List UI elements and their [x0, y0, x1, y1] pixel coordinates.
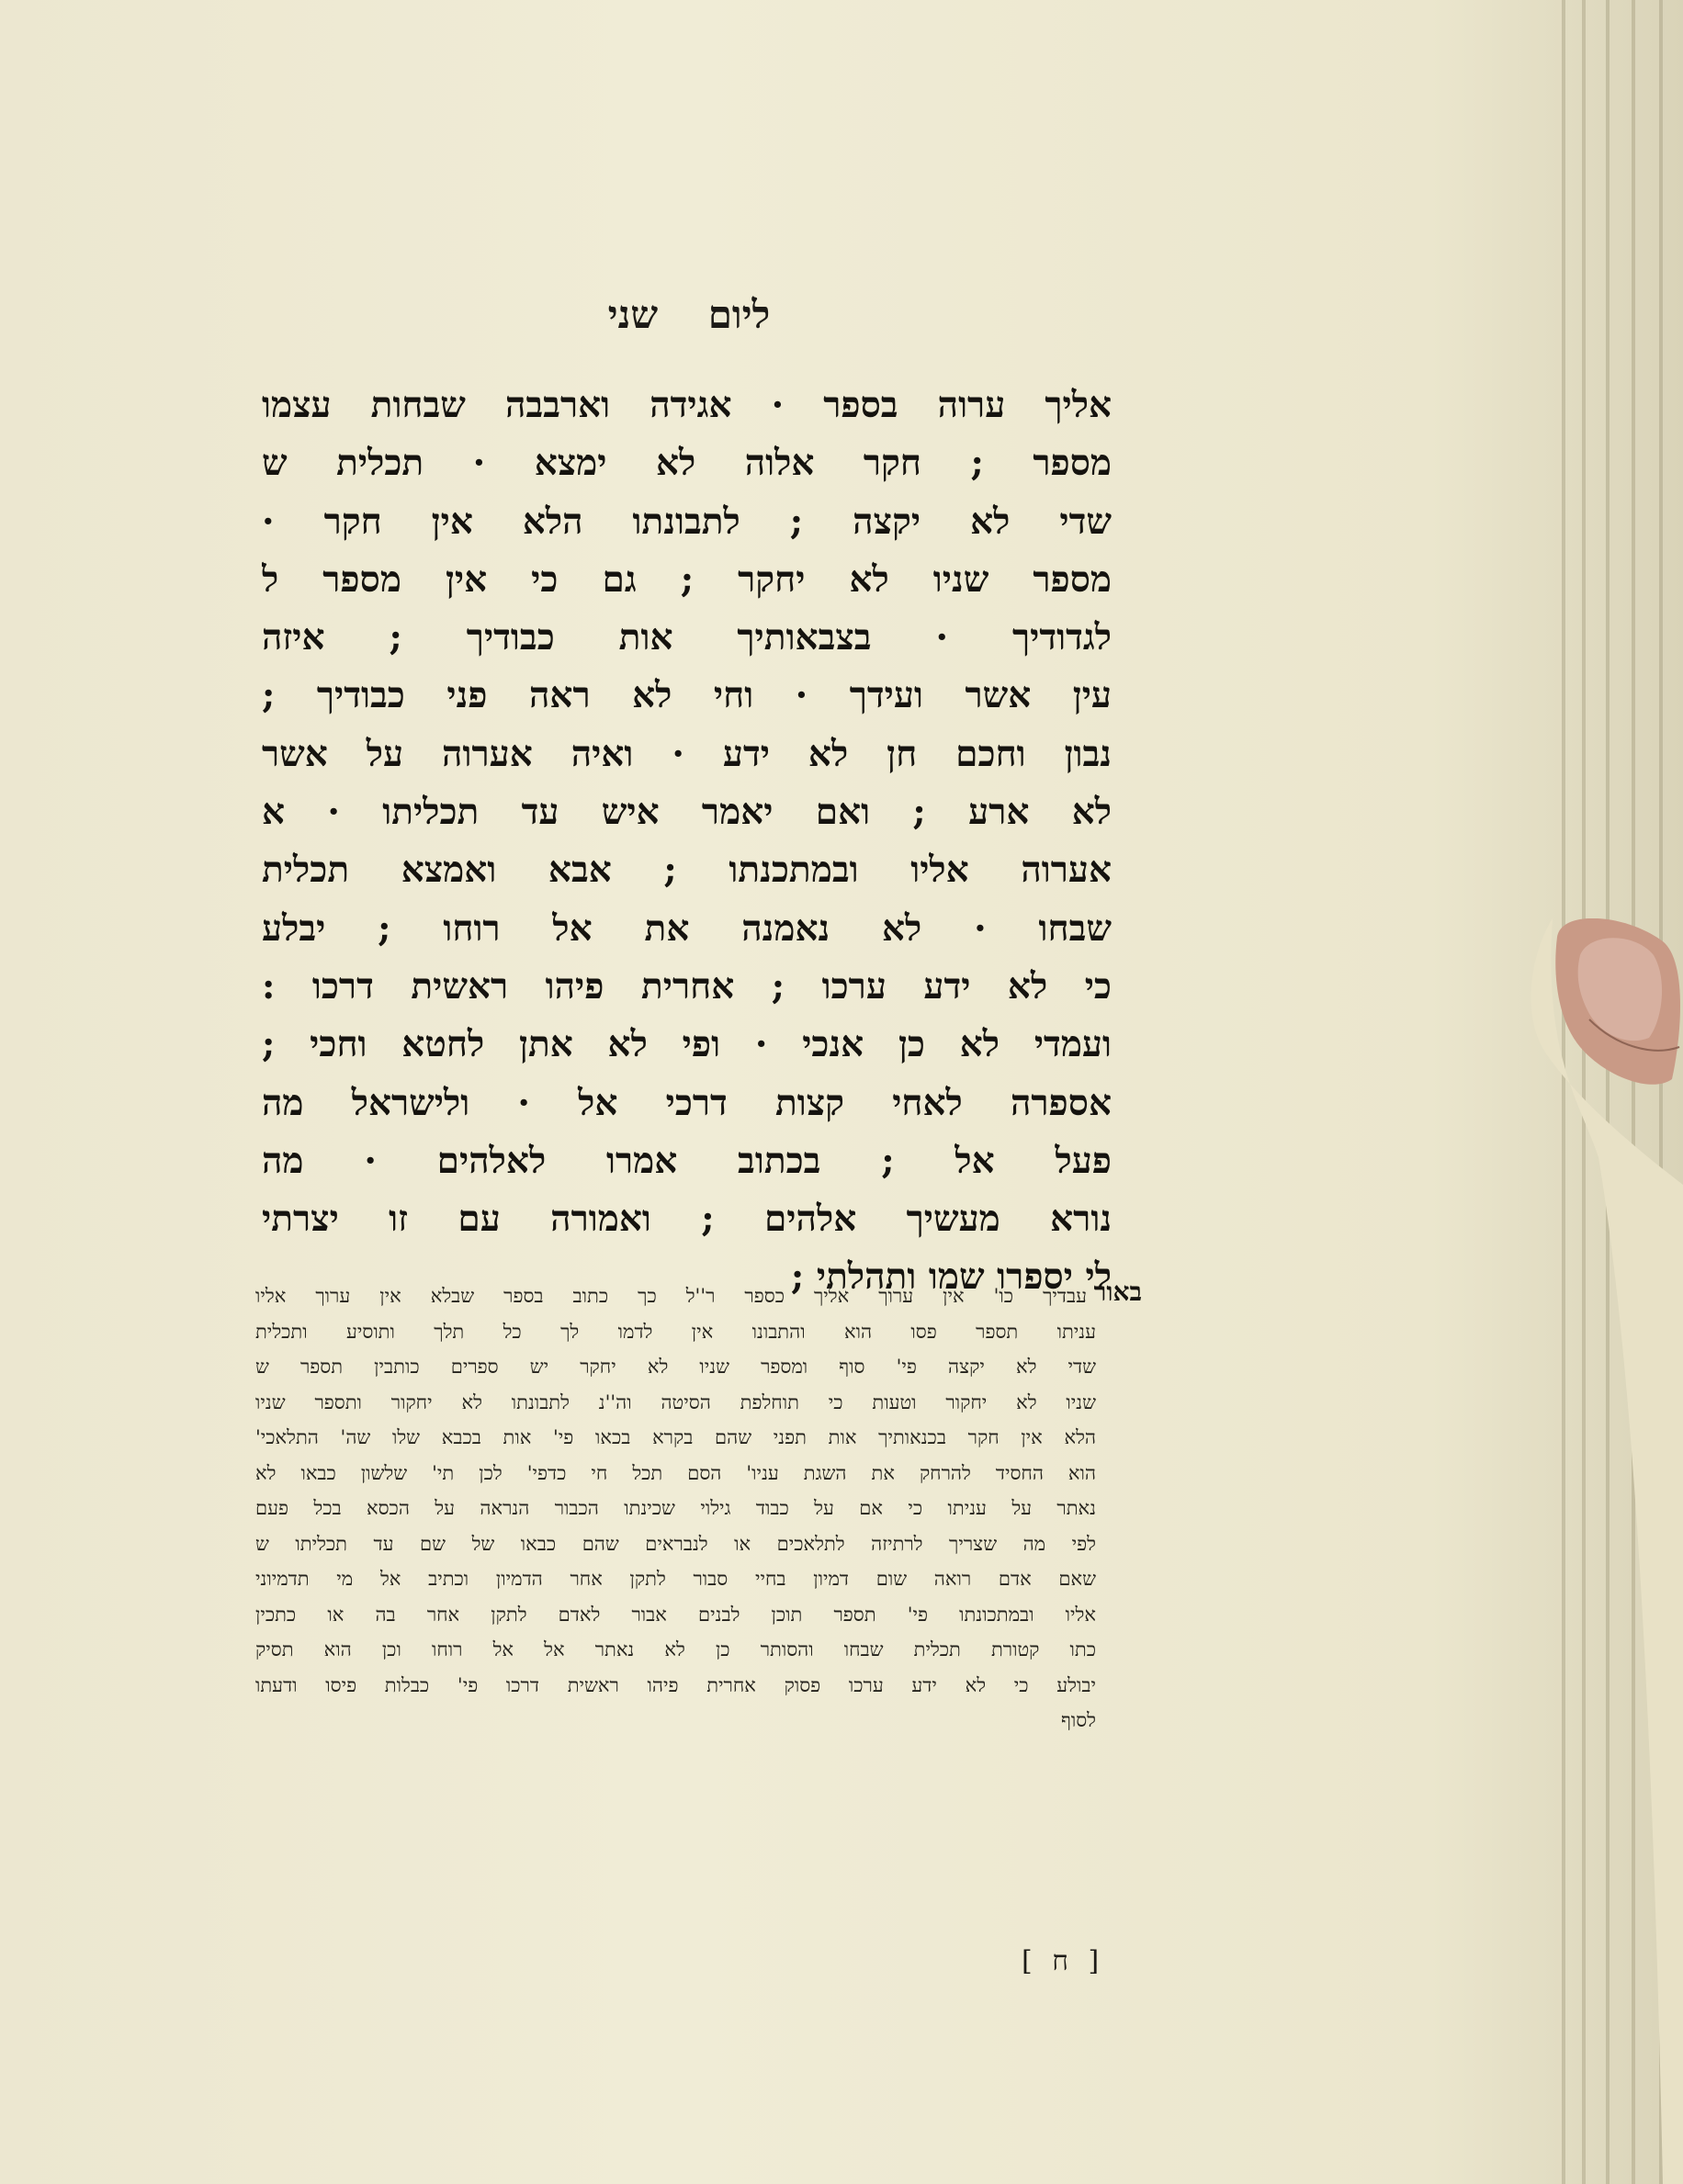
commentary-line: אליו ובמתכונתו פי' תספר תוכן לבנים אבור לאדם לתקן אחר בה או כתכין — [255, 1603, 1096, 1626]
poem-line: נבון וחכם חן לא ידע · ואיה אערוה על אשר — [262, 732, 1112, 775]
poem-line: לגדודיך · בצבאותיך אות כבודיך ; איזה — [262, 616, 1112, 659]
commentary-label: באור — [1093, 1277, 1142, 1307]
commentary-line: לסוף — [1060, 1709, 1096, 1731]
commentary-line: נאתר על עניתו כי אם על כבוד גילוי שכינתו הכבור הנראה על הכסא בכל פעם — [255, 1497, 1096, 1519]
commentary-line: הוא החסיד להרחק את השגת עניו' הסם תכל חי כדפי' לכן תי' שלשון כבאו לא — [255, 1461, 1096, 1484]
commentary-line: עבדיך כו' אין ערוך אליך כספר ר''ל כך כתוב בספר שבלא אין ערוך אליו — [255, 1285, 1087, 1307]
commentary-line: שניו לא יחקור וטעות כי תוחלפת הסיטה וה''נ לתבונתו לא יחקור ותספר שניו — [255, 1390, 1096, 1413]
poem-line: אספרה לאחי קצות דרכי אל · ולישראל מה — [262, 1081, 1112, 1124]
poem-line: לא ארע ; ואם יאמר איש עד תכליתו · א — [262, 791, 1112, 834]
poem-line: שדי לא יקצה ; לתבונתו הלא אין חקר · — [262, 500, 1112, 543]
poem-line: ועמדי לא כן אנכי · ופי לא אתן לחטא וחכי ; — [262, 1023, 1112, 1066]
poem-line: שבחו · לא נאמנה את אל רוחו ; יבלע — [262, 906, 1112, 950]
poem-line: מספר ; חקר אלוה לא ימצא · תכלית ש — [262, 442, 1112, 485]
poem-line: כי לא ידע ערכו ; אחרית פיהו ראשית דרכו : — [262, 964, 1112, 1008]
poem-line: נורא מעשיך אלהים ; ואמורה עם זו יצרתי — [262, 1198, 1112, 1241]
commentary-line: לפי מה שצריך לרתיזה לתלאכים או לנבראים שהם כבאו של שם עד תכליתו ש — [255, 1532, 1096, 1555]
poem-text — [262, 377, 1112, 1307]
poem-line: מספר שניו לא יחקר ; גם כי אין מספר ל — [262, 557, 1112, 601]
poem-line: פעל אל ; בכתוב אמרו לאלהים · מה — [262, 1139, 1112, 1182]
poem-line: לי יספרו שמו ותהלתי ; — [790, 1255, 1112, 1299]
poem-line: אליך ערוה בספר · אגידה וארבבה שבחות עצמו — [262, 384, 1112, 426]
commentary-line: הלא אין חקר בכנאותיך אות תפני שהם בקרא בכאו פי' אות בכבא שלו שה' התלאכי' — [255, 1426, 1096, 1448]
poem-line: עין אשר ועידך · וחי לא ראה פני כבודיך ; — [262, 674, 1112, 717]
commentary-line: שדי לא יקצה פי' סוף ומספר שניו לא יחקר יש ספרים כותבין תספר ש — [255, 1356, 1096, 1378]
page-number: [ ח ] — [1022, 1945, 1105, 1977]
commentary-line: כתו קטורת תכלית שבחו והסותר כן לא נאתר אל אל רוחו וכן הוא תסיק — [255, 1638, 1096, 1661]
commentary-line: עניתו תספר פסו הוא והתבונו אין לדמו לך כל תלך ותוסיע ותכלית — [255, 1320, 1096, 1343]
page-heading: ליום שני — [607, 292, 771, 337]
commentary-line: יבולע כי לא ידע ערכו פסוק אחרית פיהו ראשית דרכו פי' כבלות פיסו ודעתו — [255, 1673, 1096, 1696]
commentary-line: שאם אדם רואה שום דמיון בחיי סבור לתקן אחר הדמיון וכתיב אל מי תדמיוני — [255, 1568, 1096, 1590]
poem-line: אערוה אליו ובמתכנתו ; אבא ואמצא תכלית — [262, 849, 1112, 892]
thumb-image — [1525, 918, 1683, 2184]
